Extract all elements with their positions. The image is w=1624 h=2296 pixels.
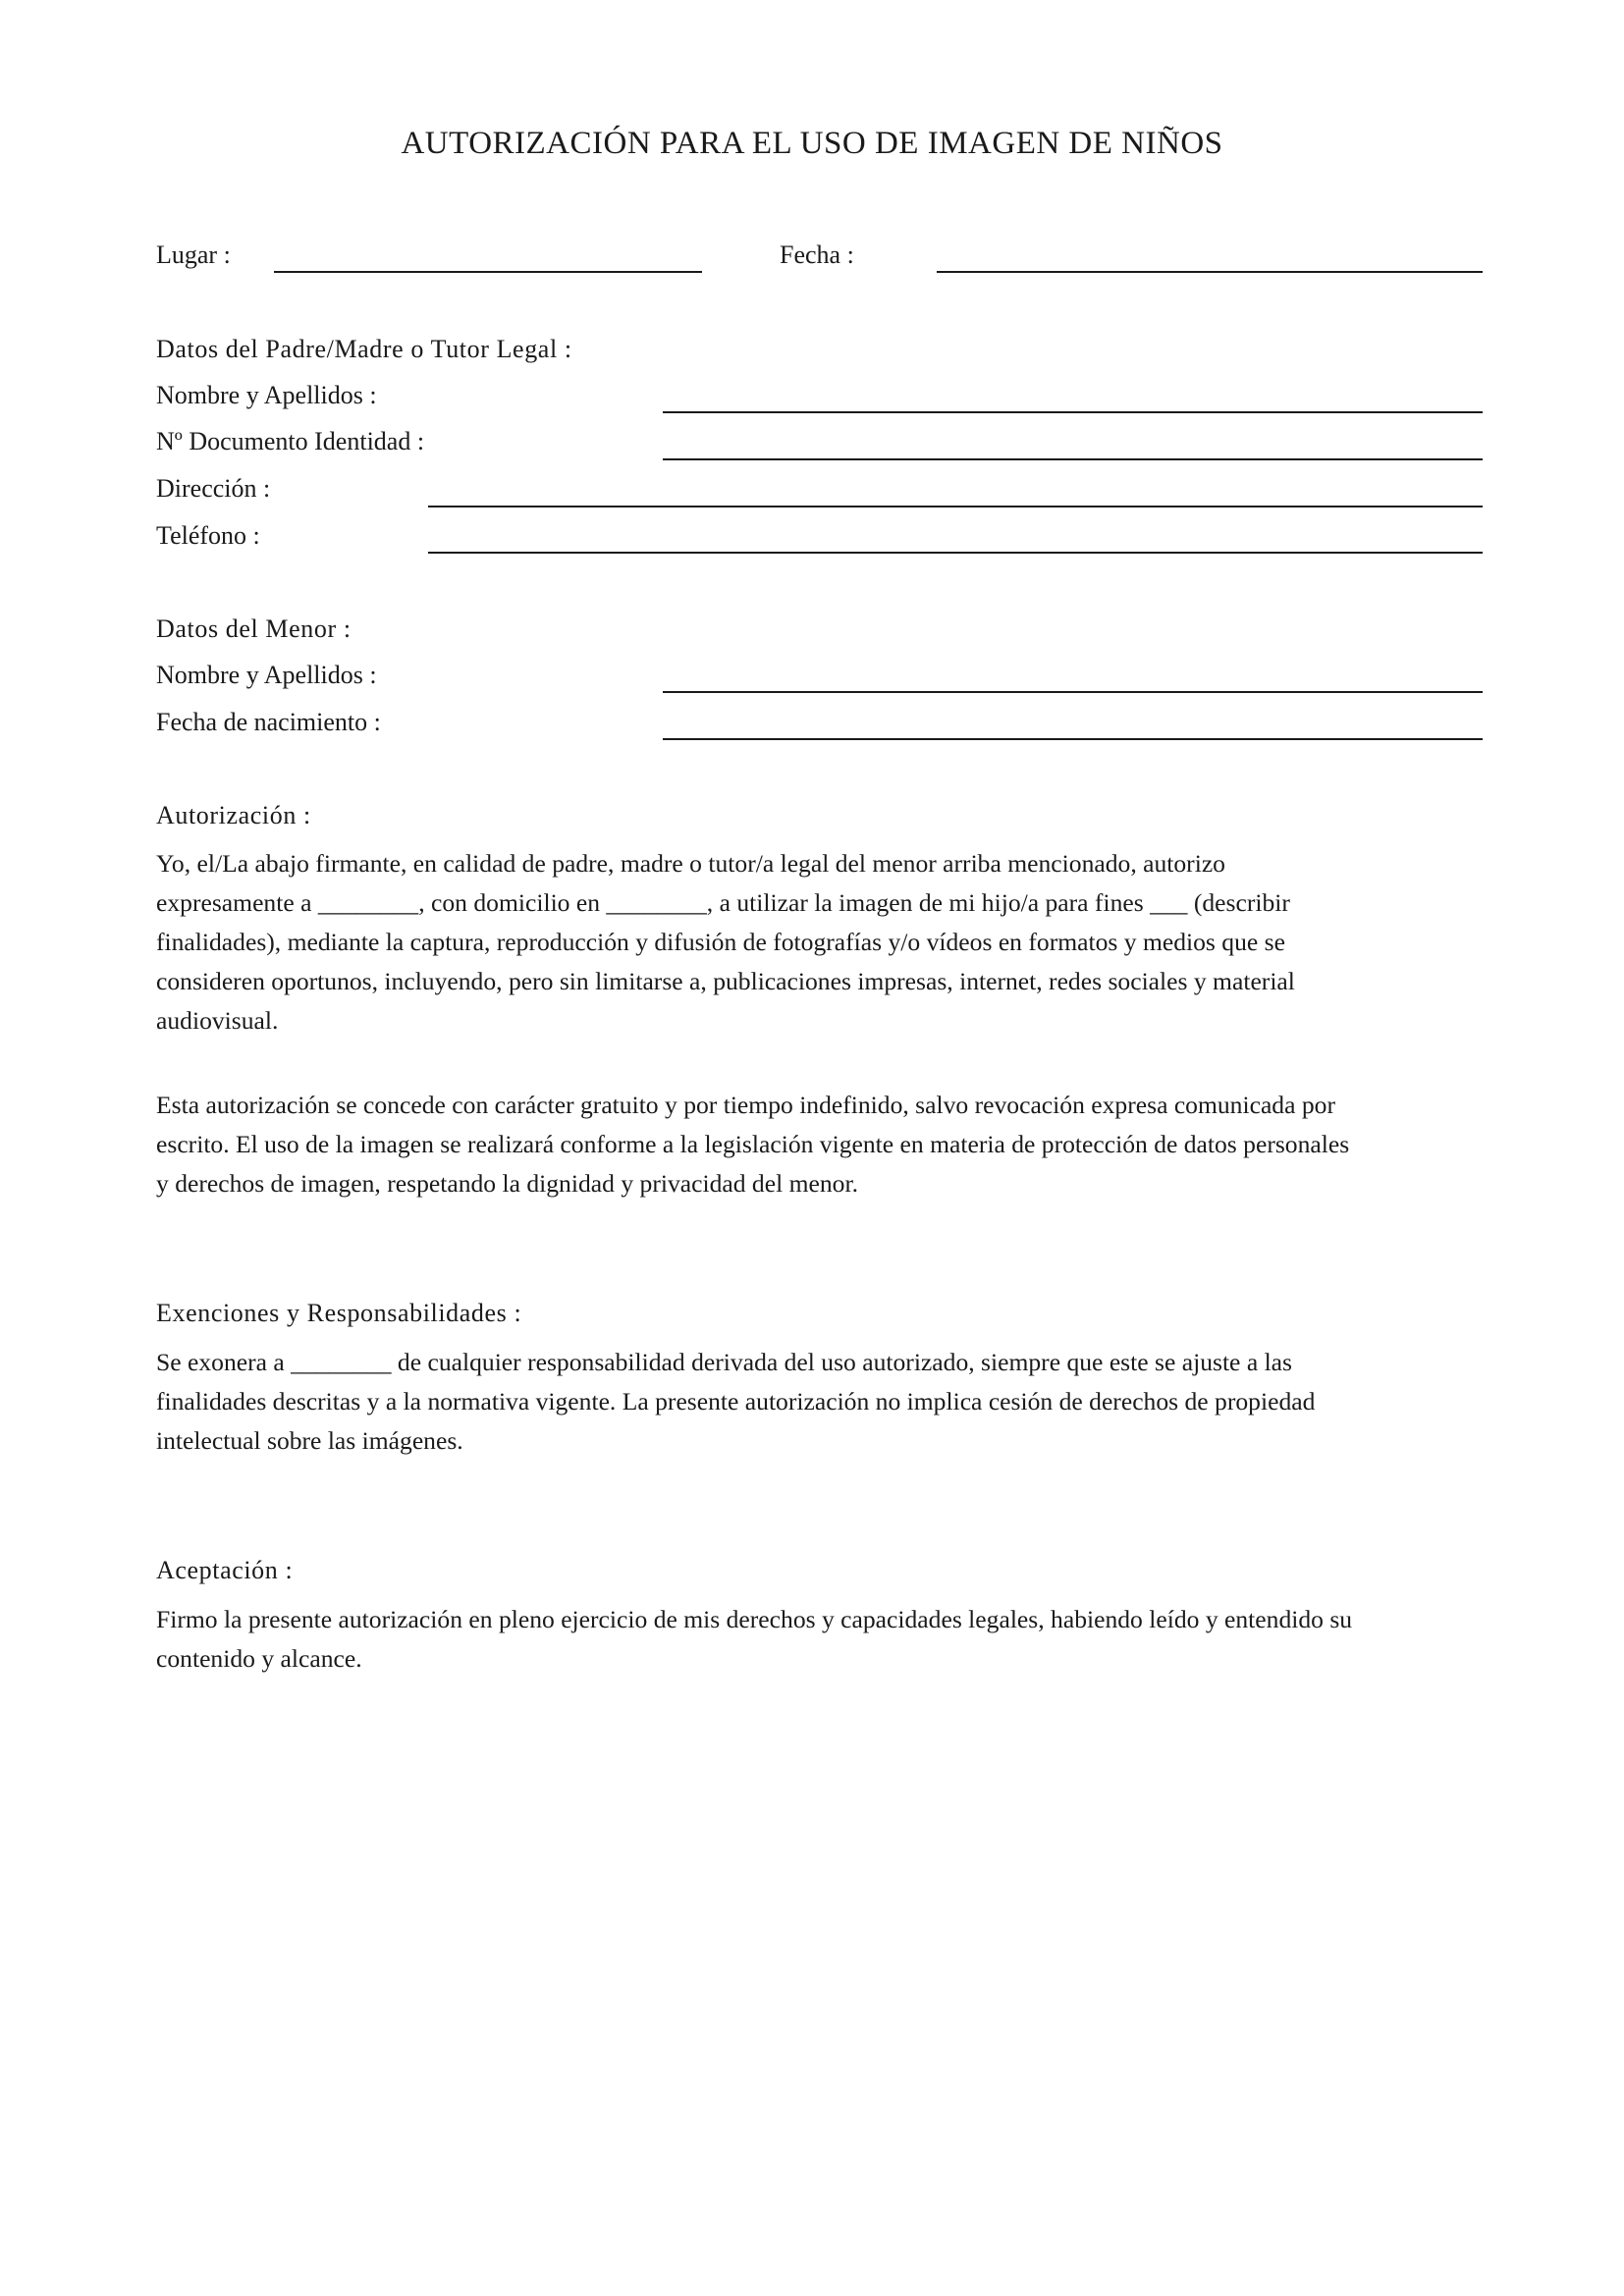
paragraph-line: Se exonera a ________ de cualquier responsabilidad derivada del uso autorizado, siempre que este se ajuste a las [156, 1348, 1293, 1376]
paragraph-line: y derechos de imagen, respetando la dignidad y privacidad del menor. [156, 1169, 858, 1198]
parent-address-field-line[interactable] [428, 506, 1483, 507]
parent-name-label: Nombre y Apellidos : [156, 381, 377, 409]
paragraph-line: Firmo la presente autorización en pleno ejercicio de mis derechos y capacidades legales, habiendo leído y entendido su [156, 1605, 1353, 1633]
parent-name-field-line[interactable] [663, 411, 1483, 413]
minor-section-heading: Datos del Menor : [156, 614, 352, 643]
paragraph-line: consideren oportunos, incluyendo, pero sin limitarse a, publicaciones impresas, internet, redes sociales y material [156, 967, 1295, 995]
paragraph-line: intelectual sobre las imágenes. [156, 1426, 463, 1455]
minor-birthdate-field-line[interactable] [663, 738, 1483, 740]
fecha-label: Fecha : [780, 240, 854, 269]
exemptions-heading: Exenciones y Responsabilidades : [156, 1299, 522, 1327]
paragraph-line: contenido y alcance. [156, 1644, 362, 1673]
minor-name-field-line[interactable] [663, 691, 1483, 693]
paragraph-line: finalidades), mediante la captura, reproducción y difusión de fotografías y/o vídeos en formatos y medios que se [156, 928, 1285, 956]
lugar-label: Lugar : [156, 240, 231, 269]
acceptance-heading: Aceptación : [156, 1556, 294, 1584]
paragraph-line: audiovisual. [156, 1006, 279, 1035]
authorization-heading: Autorización : [156, 801, 311, 829]
lugar-field-line[interactable] [274, 271, 702, 273]
paragraph-line: escrito. El uso de la imagen se realizará conforme a la legislación vigente en materia de protección de datos personales [156, 1130, 1350, 1158]
minor-name-label: Nombre y Apellidos : [156, 661, 377, 689]
parent-id-label: Nº Documento Identidad : [156, 427, 425, 455]
parent-phone-field-line[interactable] [428, 552, 1483, 554]
paragraph-line: Yo, el/La abajo firmante, en calidad de padre, madre o tutor/a legal del menor arriba mencionado, autorizo [156, 849, 1225, 878]
parent-phone-label: Teléfono : [156, 521, 260, 550]
parent-section-heading: Datos del Padre/Madre o Tutor Legal : [156, 335, 572, 363]
fecha-field-line[interactable] [937, 271, 1483, 273]
parent-id-field-line[interactable] [663, 458, 1483, 460]
parent-address-label: Dirección : [156, 474, 271, 503]
acceptance-paragraph [156, 1600, 1491, 1679]
document-title: AUTORIZACIÓN PARA EL USO DE IMAGEN DE NIÑOS [401, 126, 1223, 161]
paragraph-line: expresamente a ________, con domicilio en ________, a utilizar la imagen de mi hijo/a para fines ___ (describir [156, 888, 1290, 917]
authorization-paragraph-2 [156, 1086, 1491, 1203]
authorization-paragraph-1 [156, 844, 1491, 1041]
paragraph-line: finalidades descritas y a la normativa vigente. La presente autorización no implica cesión de derechos de propiedad [156, 1387, 1316, 1415]
exemptions-paragraph [156, 1343, 1491, 1461]
minor-birthdate-label: Fecha de nacimiento : [156, 708, 381, 736]
paragraph-line: Esta autorización se concede con carácter gratuito y por tiempo indefinido, salvo revocación expresa comunicada por [156, 1091, 1335, 1119]
